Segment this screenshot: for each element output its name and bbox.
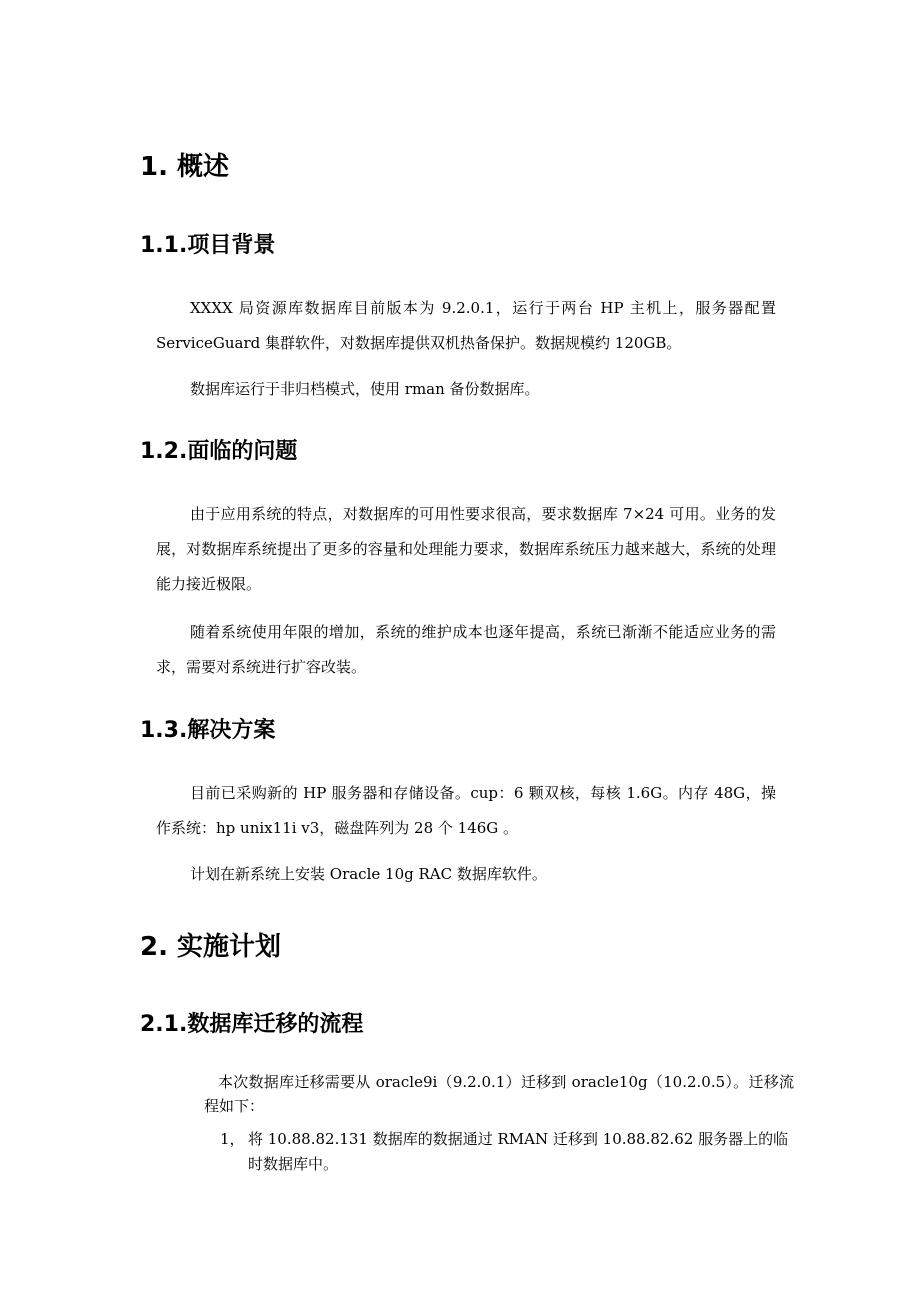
list-item (220, 1127, 796, 1177)
paragraph-solution-1: 目前已采购新的 HP 服务器和存储设备。cup：6 颗双核，每核 1.6G。内存 48G，操作系统：hp unix11i v3，磁盘阵列为 28 个 146G 。 (156, 784, 776, 837)
paragraph-background-2: 数据库运行于非归档模式，使用 rman 备份数据库。 (190, 380, 540, 398)
subsection-heading-problems: 1.2.面临的问题 (140, 439, 298, 464)
paragraph-problems-1: 由于应用系统的特点，对数据库的可用性要求很高，要求数据库 7×24 可用。业务的发展，对数据库系统提出了更多的容量和处理能力要求，数据库系统压力越来越大，系统的处理能力接近极限。 (156, 505, 776, 593)
paragraph-problems-2: 随着系统使用年限的增加，系统的维护成本也逐年提高，系统已渐渐不能适应业务的需求，需要对系统进行扩容改装。 (156, 623, 776, 676)
list-item-text: 将 10.88.82.131 数据库的数据通过 RMAN 迁移到 10.88.82.62 服务器上的临时数据库中。 (248, 1130, 789, 1173)
paragraph-background-1: XXXX 局资源库数据库目前版本为 9.2.0.1，运行于两台 HP 主机上，服务器配置 ServiceGuard 集群软件，对数据库提供双机热备保护。数据规模约 120GB。 (156, 299, 776, 352)
paragraph-solution-2: 计划在新系统上安装 Oracle 10g RAC 数据库软件。 (190, 865, 547, 883)
section-heading-plan: 2. 实施计划 (140, 932, 282, 962)
subsection-heading-background: 1.1.项目背景 (140, 233, 276, 258)
section-heading-overview: 1. 概述 (140, 152, 230, 182)
paragraph-migration-intro: 本次数据库迁移需要从 oracle9i（9.2.0.1）迁移到 oracle10g（10.2.0.5）。迁移流程如下： (204, 1073, 794, 1115)
subsection-heading-migration-flow: 2.1.数据库迁移的流程 (140, 1012, 364, 1037)
subsection-heading-solution: 1.3.解决方案 (140, 718, 276, 743)
list-item-number: 1， (220, 1130, 245, 1148)
